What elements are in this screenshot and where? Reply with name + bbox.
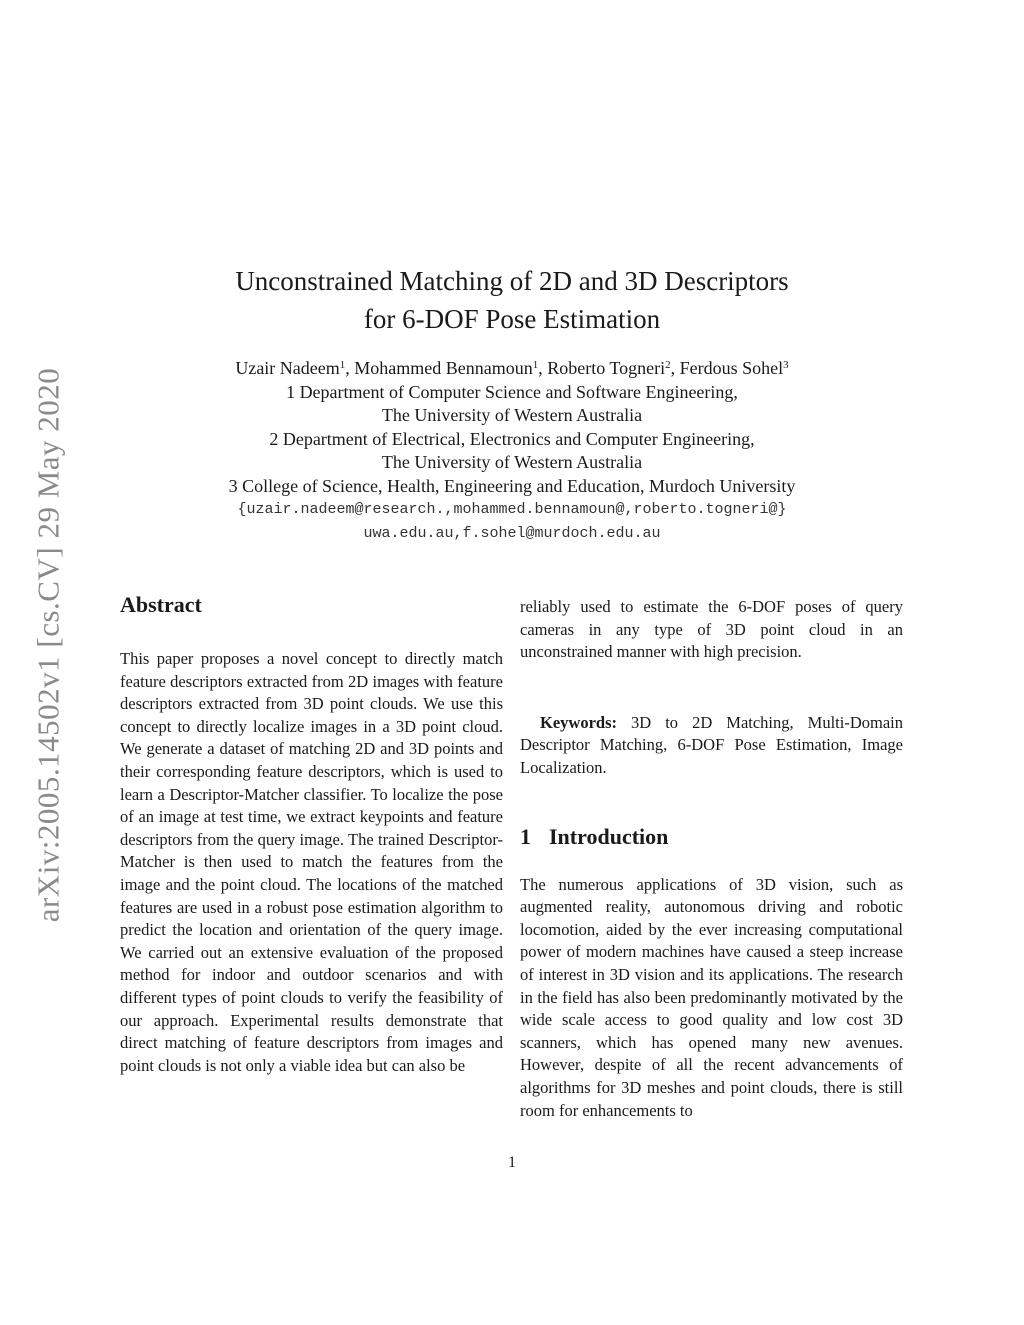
abstract-text: This paper proposes a novel concept to directly match feature descriptors extracted from 2D images with feature descriptors extracted from 3D point clouds. We use this concept to directly localize images in a 3D point cloud. We generate a dataset of matching 2D and 3D points and their corresponding feature descriptors, which is used to learn a Descriptor-Matcher classifier. To localize the pose of an image at test time, we extract keypoints and feature descriptors from the query image. The trained Descriptor-Matcher is then used to match the features from the image and the point cloud. The locations of the matched features are used in a robust pose estimation algorithm to predict the location and orientation of the query image. We carried out an extensive evaluation of the proposed method for indoor and outdoor scenarios and with different types of point clouds to verify the feasibility of our approach. Experimental results demonstrate that direct matching of feature descriptors from images and point clouds is not only a viable idea but can also be <box>120 649 503 1075</box>
affiliation-line: 1 Department of Computer Science and Software Engineering, <box>286 381 738 402</box>
keywords-label: Keywords: <box>540 712 617 732</box>
left-column <box>120 590 503 1077</box>
introduction-heading <box>520 822 903 852</box>
author-affiliation-mark: 1 <box>339 359 346 371</box>
author-affiliation-mark: 1 <box>532 359 539 371</box>
author-emails-line-1: {uzair.nadeem@research.,mohammed.bennamoun@,roberto.togneri@} <box>237 501 787 518</box>
author-name: Uzair Nadeem <box>235 358 340 378</box>
keywords-paragraph <box>520 712 903 780</box>
affiliation-line: The University of Western Australia <box>381 405 643 425</box>
abstract-continuation: reliably used to estimate the 6-DOF poses of query cameras in any type of 3D point cloud in an unconstrained manner with high precision. <box>520 597 903 662</box>
author-affiliation-mark: 3 <box>783 359 789 371</box>
right-column <box>520 596 903 1122</box>
author-names: Uzair Nadeem$^1$, Mohammed Bennamoun$^1$, Roberto Togneri$^2$, Ferdous Sohel$^3$ <box>235 358 789 378</box>
section-number: 1 <box>520 823 531 849</box>
author-name: Mohammed Bennamoun <box>354 358 533 378</box>
author-block <box>150 357 874 545</box>
author-name: Roberto Togneri <box>547 358 666 378</box>
section-title: Introduction <box>549 823 669 849</box>
arxiv-identifier: arXiv:2005.14502v1 [cs.CV] 29 May 2020 <box>30 367 65 923</box>
author-name: Ferdous Sohel <box>679 358 784 378</box>
keywords-text: 3D to 2D Matching, Multi-Domain Descriptor Matching, 6-DOF Pose Estimation, Image Localization. <box>520 712 903 777</box>
author-emails-line-2: uwa.edu.au,f.sohel@murdoch.edu.au <box>363 524 661 542</box>
arxiv-side-stamp <box>18 340 78 950</box>
paper-title <box>150 262 874 338</box>
title-line-1: Unconstrained Matching of 2D and 3D Descriptors <box>235 266 789 296</box>
introduction-text: The numerous applications of 3D vision, such as augmented reality, autonomous driving and robotic locomotion, aided by the ever increasing computational power of modern machines have caused a steep increase of interest in 3D vision and its applications. The research in the field has also been predominantly motivated by the wide scale access to good quality and low cost 3D scanners, which has opened many new avenues. However, despite of all the recent advancements of algorithms for 3D meshes and point clouds, there is still room for enhancements to <box>520 874 903 1120</box>
author-affiliation-mark: 2 <box>665 359 671 371</box>
title-line-2: for 6-DOF Pose Estimation <box>363 304 661 334</box>
abstract-heading: Abstract <box>120 592 202 617</box>
affiliation-line: 3 College of Science, Health, Engineering and Education, Murdoch University <box>228 475 796 496</box>
affiliation-line: The University of Western Australia <box>381 452 643 472</box>
affiliation-line: 2 Department of Electrical, Electronics and Computer Engineering, <box>269 428 755 449</box>
page-number: 1 <box>508 1154 516 1171</box>
